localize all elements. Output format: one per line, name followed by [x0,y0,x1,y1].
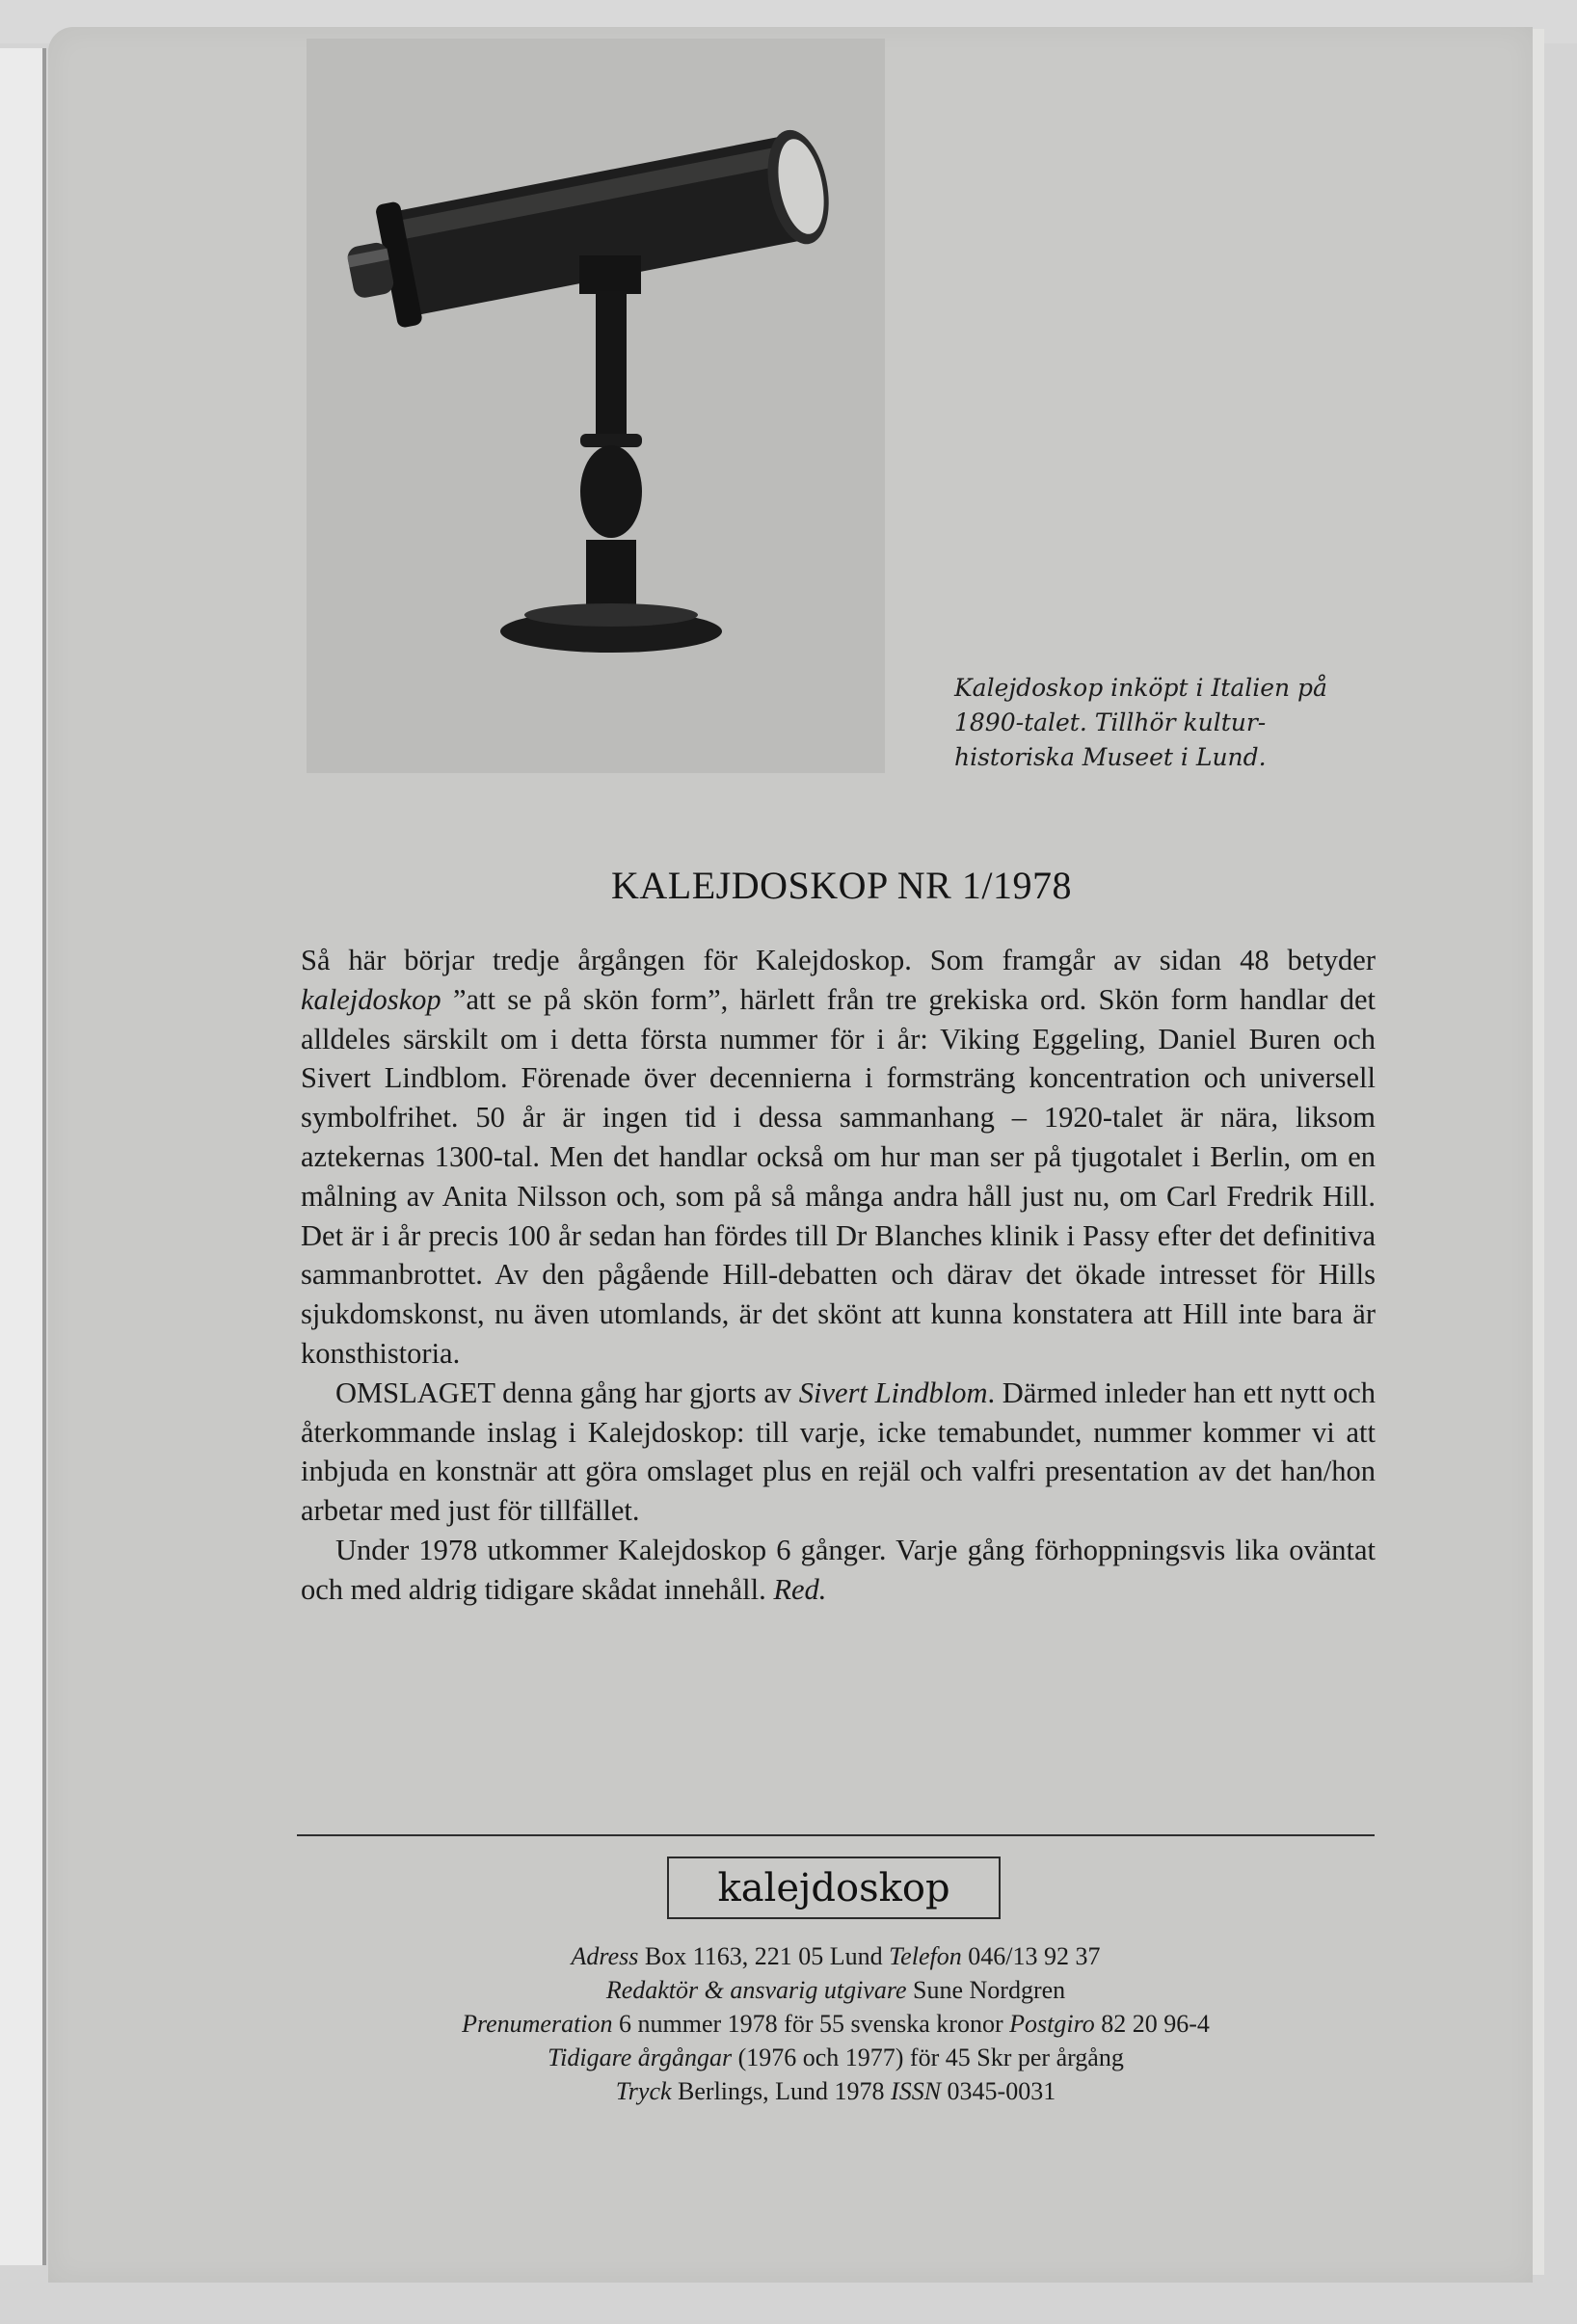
colophon-back-issues [297,2041,1375,2074]
text-run: ”att se på skön form”, härlett från tre grekiska ord. Skön form handlar det alldeles särskilt om i detta första nummer för i år: Viking Eggeling, Daniel Buren och Sivert Lindblom. Förenade över decennierna i formsträng koncentration och universell symbolfrihet. 50 år är ingen tid i dessa sammanhang – 1920-talet är nära, liksom aztekernas 1300-tal. Men det handlar också om hur man ser på tjugotalet i Berlin, om en målning av Anita Nilsson och, som på så många andra håll just nu, om Carl Fredrik Hill. Det är i år precis 100 år sedan han fördes till Dr Blanches klinik i Passy efter det definitiva sammanbrottet. Av den pågående Hill-debatten och därav det ökade intresset för Hills sjukdomskonst, nu även utomlands, är det skönt att kunna konstatera att Hill inte bara är konsthistoria. [301,982,1376,1370]
text-run: OMSLAGET denna gång har gjorts av [335,1376,799,1409]
value: 0345-0031 [941,2077,1056,2105]
value: (1976 och 1977) för 45 Skr per årgång [732,2044,1124,2071]
text-run: . Därmed inleder han ett nytt och återkommande inslag i Kalejdoskop: till varje, icke temabundet, nummer kommer vi att inbjuda en konstnär att göra omslaget plus en rejäl och valfri presentation av det han/hon arbetar med just för tillfället. [301,1376,1376,1528]
label: ISSN [891,2077,942,2105]
paragraph-schedule [301,1531,1376,1610]
value: Berlings, Lund 1978 [671,2077,892,2105]
kaleidoscope-photo [307,39,885,773]
colophon-subscription [297,2007,1375,2041]
divider [297,1834,1375,1836]
masthead-logo: kalejdoskop [667,1857,1001,1919]
value: 82 20 96-4 [1094,2010,1210,2038]
caption-line: 1890-talet. Tillhör kultur- [954,708,1267,736]
value: 6 nummer 1978 för 55 svenska kronor [612,2010,1010,2038]
caption-line: historiska Museet i Lund. [954,743,1267,771]
caption-line: Kalejdoskop inköpt i Italien på [954,674,1327,702]
label: Telefon [889,1942,962,1970]
value: Sune Nordgren [906,1976,1066,2004]
emphasis: kalejdoskop [301,982,441,1016]
article-body [301,941,1376,1610]
label: Tidigare årgångar [548,2044,733,2071]
signature: Red. [773,1572,827,1606]
colophon-editor [297,1973,1375,2007]
colophon-print [297,2074,1375,2108]
label: Tryck [615,2077,672,2105]
page-right-edge [1533,29,1544,2275]
kaleidoscope-illustration [307,39,885,773]
text-run: Så här börjar tredje årgången för Kalejdoskop. Som framgår av sidan 48 betyder [301,944,1376,976]
facing-page-edge [0,48,46,2265]
photo-caption [954,671,1417,775]
colophon-address [297,1939,1375,1973]
label: Prenumeration [462,2010,613,2038]
paragraph-cover [301,1374,1376,1531]
value: Box 1163, 221 05 Lund [638,1942,890,1970]
text-run: Under 1978 utkommer Kalejdoskop 6 gånger. Varje gång förhoppningsvis lika oväntat och med aldrig tidigare skådat innehåll. [301,1533,1376,1606]
label: Redaktör & ansvarig utgivare [605,1976,907,2004]
label: Adress [571,1942,639,1970]
paragraph-intro [301,941,1376,1374]
colophon [297,1939,1375,2108]
emphasis: Sivert Lindblom [798,1376,988,1409]
value: 046/13 92 37 [961,1942,1101,1970]
article-title: KALEJDOSKOP NR 1/1978 [611,864,1072,907]
label: Postgiro [1009,2010,1095,2038]
